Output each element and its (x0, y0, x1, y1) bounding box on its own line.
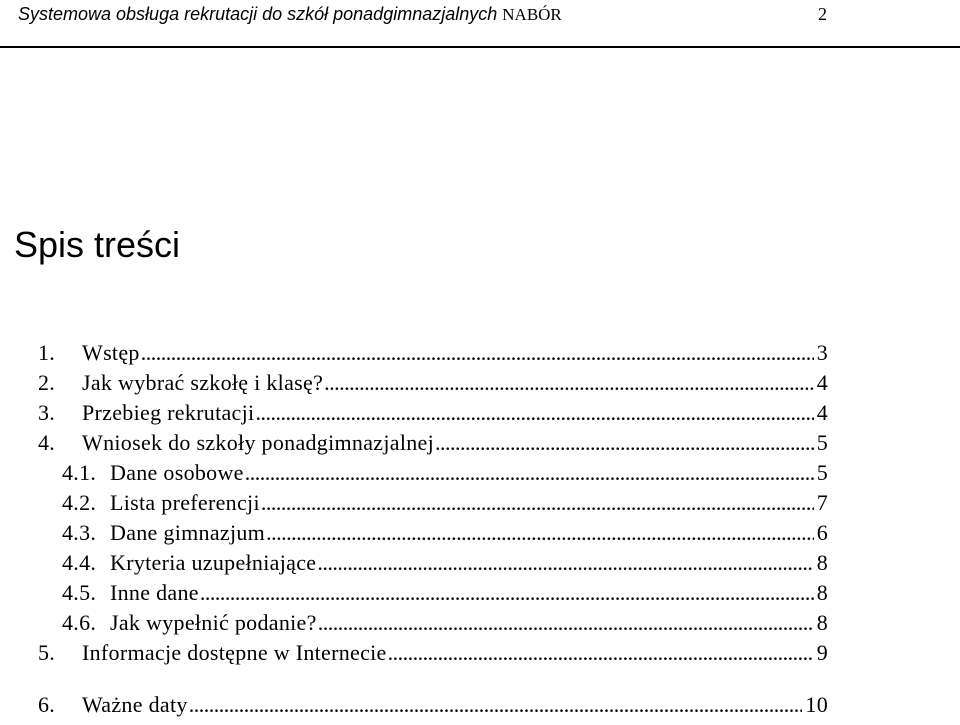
toc-entry-title: Kryteria uzupełniające (110, 550, 317, 575)
document-title-text: Systemowa obsługa rekrutacji do szkół ponadgimnazjalnych (18, 4, 498, 24)
toc-dot-leader (435, 428, 814, 458)
toc-entry[interactable] (38, 338, 828, 368)
toc-entry-title: Wstęp (82, 340, 140, 365)
toc-entry-number: 6. (38, 692, 56, 717)
toc-entry-number: 4.4. (62, 550, 97, 575)
toc-entry-number: 3. (38, 400, 56, 425)
toc-dot-leader (324, 368, 814, 398)
toc-dot-leader (200, 578, 814, 608)
toc-entry-number: 2. (38, 370, 56, 395)
toc-dot-leader (189, 690, 803, 720)
toc-dot-leader (318, 608, 814, 638)
toc-entry-page: 8 (816, 550, 828, 575)
toc-entry-number: 4.5. (62, 580, 97, 605)
toc-entry-number: 1. (38, 340, 56, 365)
toc-entry[interactable] (62, 488, 828, 518)
toc-entry-number: 4.2. (62, 490, 97, 515)
toc-entry[interactable] (62, 578, 828, 608)
toc-entry-title: Przebieg rekrutacji (82, 400, 255, 425)
toc-entry[interactable] (38, 368, 828, 398)
toc-entry[interactable] (62, 608, 828, 638)
toc-entry-title: Dane osobowe (110, 460, 244, 485)
toc-entry-title: Jak wypełnić podanie? (110, 610, 317, 635)
toc-entry-page: 4 (816, 370, 828, 395)
toc-entry-page: 10 (805, 692, 828, 717)
toc-entry[interactable] (62, 458, 828, 488)
toc-entry-title: Ważne daty (82, 692, 188, 717)
toc-entry-page: 5 (816, 460, 828, 485)
toc-entry[interactable] (38, 638, 828, 668)
toc-entry[interactable] (38, 398, 828, 428)
toc-entry-page: 9 (816, 640, 828, 665)
toc-entry-title: Informacje dostępne w Internecie (82, 640, 387, 665)
header-divider (0, 46, 960, 48)
section-tag: NABÓR (502, 5, 562, 24)
toc-entry-page: 3 (816, 340, 828, 365)
toc-entry-title: Jak wybrać szkołę i klasę? (82, 370, 324, 395)
toc-dot-leader (141, 338, 814, 368)
toc-dot-leader (266, 518, 814, 548)
toc-entry-page: 5 (816, 430, 828, 455)
toc-entry-page: 4 (816, 400, 828, 425)
toc-entry-number: 4.3. (62, 520, 97, 545)
toc-entry-title: Wniosek do szkoły ponadgimnazjalnej (82, 430, 435, 455)
toc-entry-page: 6 (816, 520, 828, 545)
toc-entry-title: Dane gimnazjum (110, 520, 266, 545)
toc-entry[interactable] (38, 690, 828, 720)
toc-dot-leader (261, 488, 814, 518)
toc-entry[interactable] (62, 518, 828, 548)
toc-entry[interactable] (38, 428, 828, 458)
toc-entry-title: Lista preferencji (110, 490, 260, 515)
toc-entry-page: 8 (816, 580, 828, 605)
toc-dot-leader (245, 458, 814, 488)
toc-entry-number: 4.1. (62, 460, 97, 485)
toc-dot-leader (255, 398, 813, 428)
toc-heading: Spis treści (14, 224, 181, 265)
toc-entry-page: 8 (816, 610, 828, 635)
toc-entry[interactable] (62, 548, 828, 578)
toc-entry-title: Inne dane (110, 580, 199, 605)
toc-entry-number: 5. (38, 640, 56, 665)
toc-entry-number: 4. (38, 430, 56, 455)
page-number: 2 (818, 4, 827, 24)
toc-dot-leader (317, 548, 813, 578)
toc-dot-leader (388, 638, 814, 668)
document-title (18, 4, 562, 25)
toc-entry-number: 4.6. (62, 610, 97, 635)
page-header (0, 0, 960, 48)
toc-entry-page: 7 (816, 490, 828, 515)
